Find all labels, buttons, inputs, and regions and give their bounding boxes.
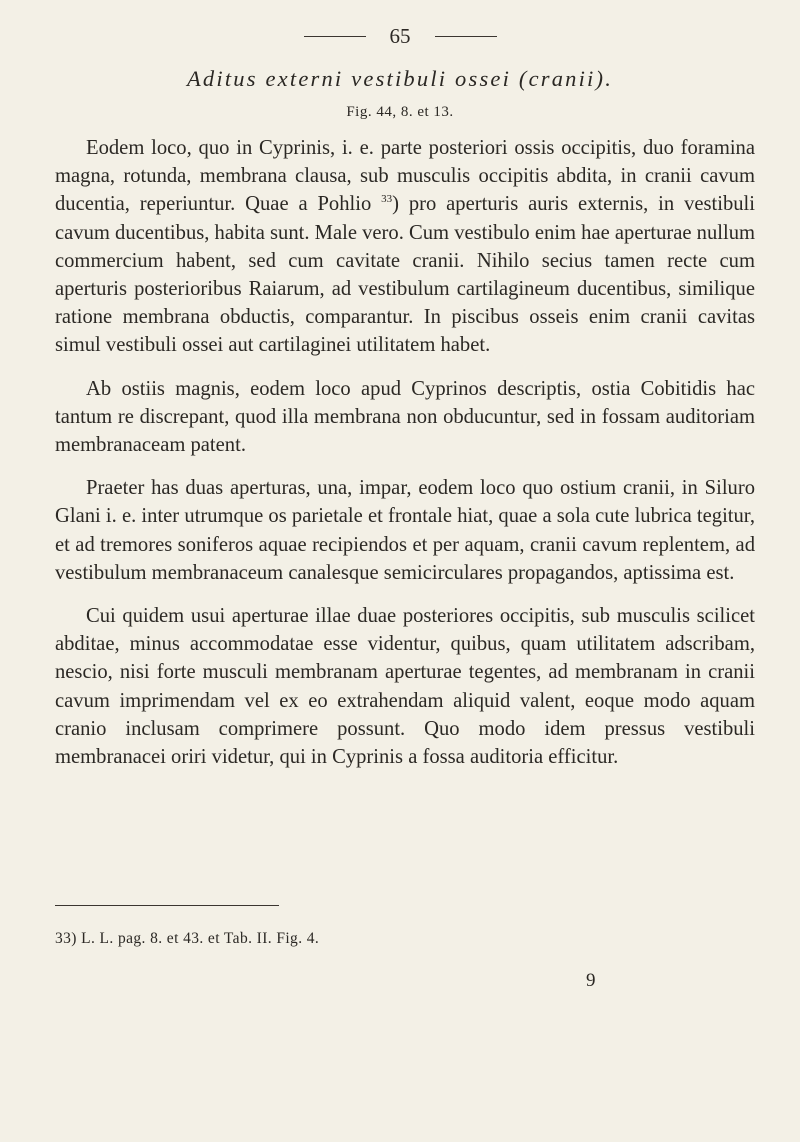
body-text bbox=[55, 134, 755, 771]
paragraph-1-text: Eodem loco, quo in Cyprinis, i. e. parte posteriori ossis occipitis, duo foramina magna, rotunda, membrana clausa, sub musculis occipitis abdita, in cranii cavum ducentia, reperiuntur. Quae a Pohlio bbox=[55, 137, 755, 216]
paragraph-1-text-cont: ) pro aperturis auris externis, in vestibuli cavum ducentibus, habita sunt. Male vero. Cum vestibulo enim hae aperturae nullum commercium habent, sed cum cavitate cranii. Nihilo secius tamen recte cum aperturis posterioribus Raiarum, ad vestibulum cartilagineum ducentibus, similique ratione membrana obductis, comparantur. In piscibus osseis enim cranii cavitas simul vestibuli ossei aut cartilaginei utilitatem habet. bbox=[55, 193, 756, 357]
paragraph-3: Praeter has duas aperturas, una, impar, eodem loco quo ostium cranii, in Siluro Glani i. e. inter utrumque os parietale et frontale hiat, quae a sola cute lubrica tegitur, et ad tremores soniferos aquae recipiendos et per aquam, cranii cavum replentem, ad vestibulum membranaceum canalesque semicirculares propagandos, aptissima est. bbox=[55, 477, 755, 584]
header-rule-right bbox=[435, 36, 497, 37]
footnote-divider bbox=[55, 905, 279, 906]
paragraph-1 bbox=[55, 134, 755, 360]
header-rule-left bbox=[304, 36, 366, 37]
signature-mark: 9 bbox=[586, 970, 596, 991]
page-number: 65 bbox=[389, 24, 411, 48]
section-title: Aditus externi vestibuli ossei (cranii). bbox=[186, 66, 614, 91]
page-header bbox=[0, 24, 800, 54]
figure-reference: Fig. 44, 8. et 13. bbox=[346, 104, 454, 120]
footnote-marker[interactable]: 33 bbox=[381, 193, 393, 206]
paragraph-4: Cui quidem usui aperturae illae duae posteriores occipitis, sub musculis scilicet abditae, minus accommodatae esse videntur, quibus, quam utilitatem adscribam, nescio, nisi forte musculi membranam aperturae tegentes, ad membranam in cranii cavum imprimendam vel ex eo extrahendam aliquid valent, eoque modo aquam cranio inclusam comprimere possunt. Quo modo idem pressus vestibuli membranacei oriri videtur, qui in Cyprinis a fossa auditoria efficitur. bbox=[55, 605, 755, 769]
footnote: 33) L. L. pag. 8. et 43. et Tab. II. Fig. 4. bbox=[55, 930, 320, 947]
paragraph-2: Ab ostiis magnis, eodem loco apud Cyprinos descriptis, ostia Cobitidis hac tantum re discrepant, quod illa membrana non obducuntur, sed in fossam auditoriam membranaceam patent. bbox=[55, 377, 755, 457]
